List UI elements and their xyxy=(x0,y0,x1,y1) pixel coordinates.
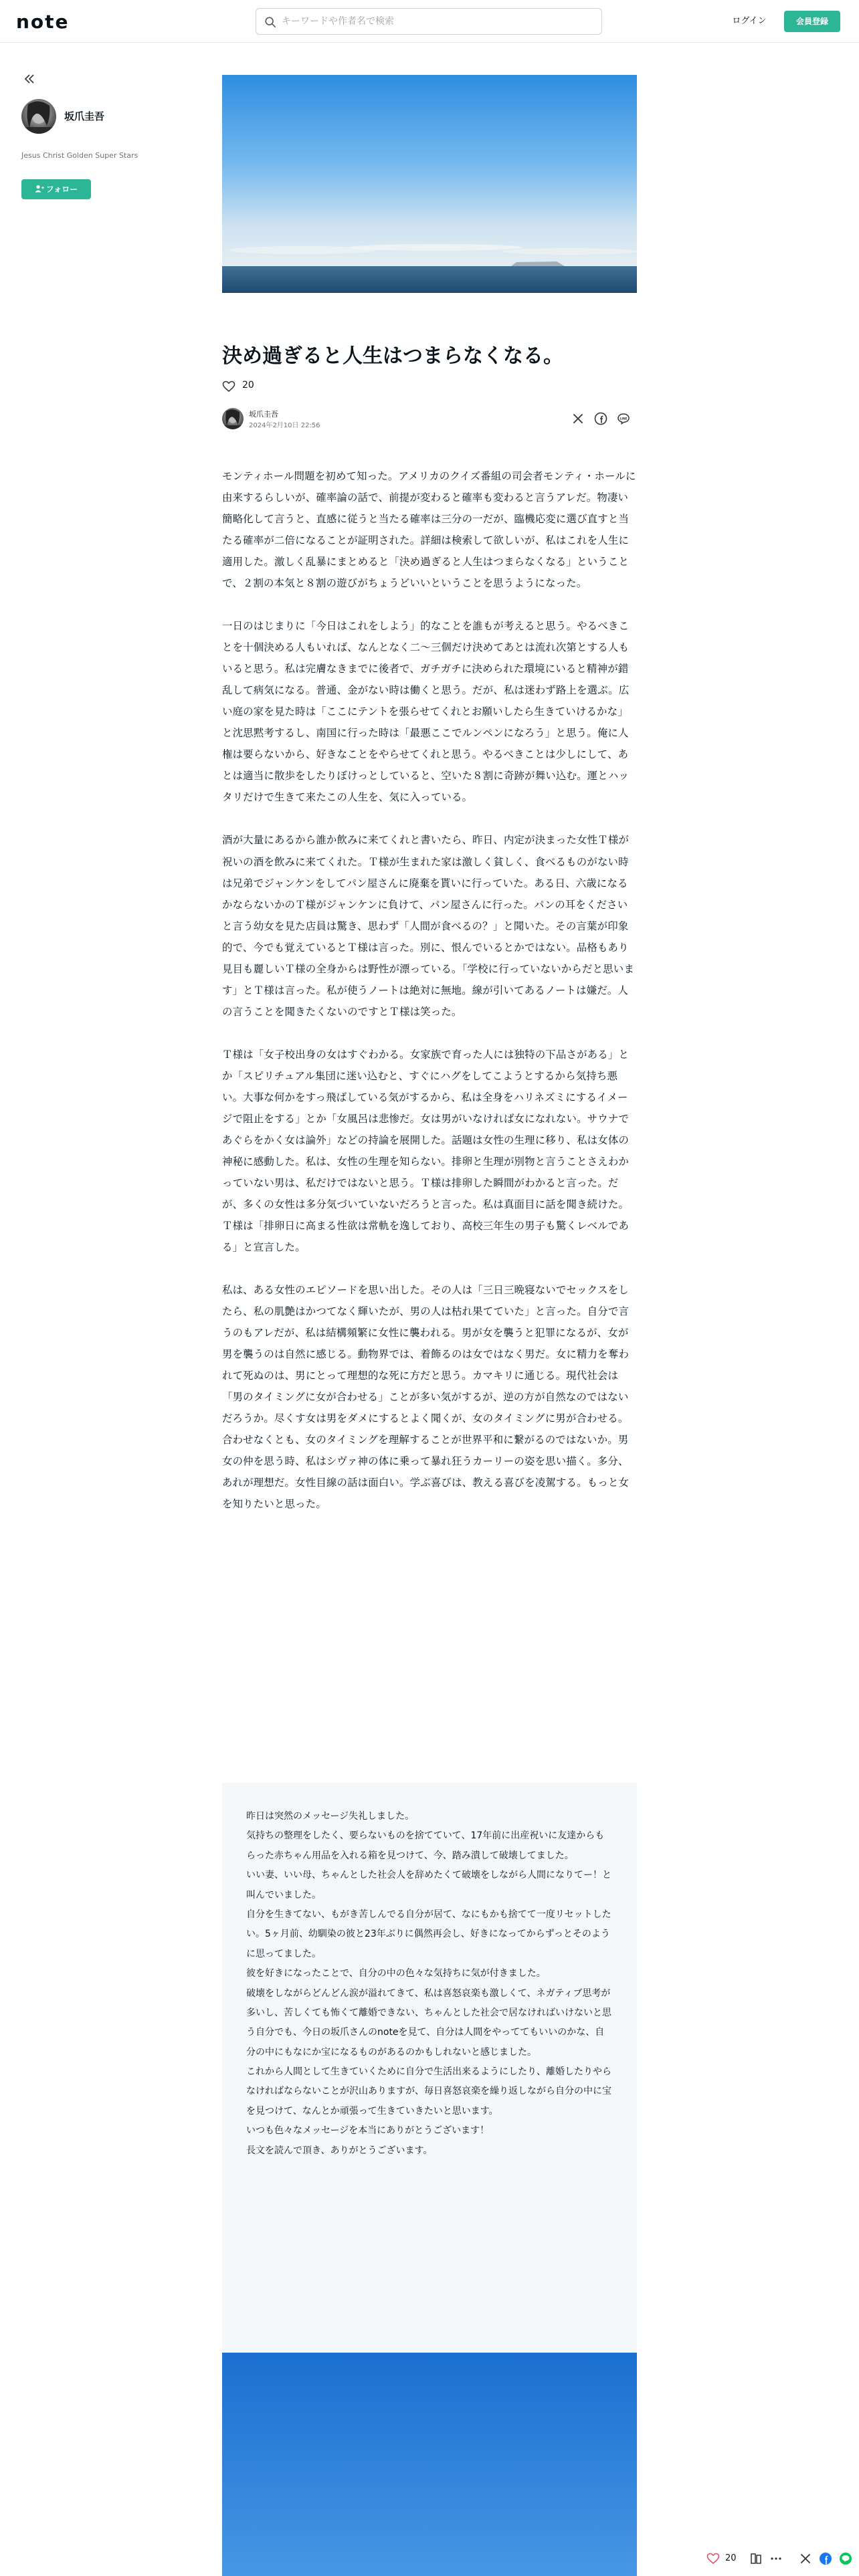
like-count[interactable]: 20 xyxy=(242,380,254,391)
byline xyxy=(222,407,637,431)
x-icon[interactable] xyxy=(799,2552,812,2565)
signup-button[interactable]: 会員登録 xyxy=(784,11,840,32)
author-bio: Jesus Christ Golden Super Stars xyxy=(21,151,138,160)
article-paragraph: 私は、ある女性のエピソードを思い出した。その人は「三日三晩寝ないでセックスをしたら、私の肌艶はかつてなく輝いたが、男の人は枯れ果てていた」と言った。自分で言うのもアレだが、私は結構頻繁に女性に襲われる。男が女を襲うと犯罪になるが、女が男を襲うのは自然に感じる。動物界では、着飾るのは女ではなく男だ。女に精力を奪われて死ぬのは、男にとって理想的な死に方だと思う。カマキリに通じる。現代社会は「男のタイミングに女が合わせる」ことが多い気がするが、逆の方が自然なのではないだろうか。尽くす女は男をダメにするとよく聞くが、女のタイミングに男が合わせる。合わせなくとも、女のタイミングを理解することが世界平和に繋がるのではないか。男女の仲を思う時、私はシヴァ神の体に乗って暴れ狂うカーリーの姿を思い描く。多分、あれが理想だ。女性目線の話は面白い。学ぶ喜びは、教える喜びを凌駕する。もっと女を知りたいと思った。 xyxy=(222,1284,630,1511)
author-name[interactable]: 坂爪圭吾 xyxy=(64,110,105,122)
line-icon[interactable] xyxy=(617,412,630,425)
follow-button[interactable] xyxy=(21,179,91,199)
search-icon xyxy=(264,16,276,28)
article-hero-image xyxy=(222,75,637,293)
article-title: 決め過ぎると人生はつまらなくなる。 xyxy=(222,344,563,368)
follow-label: フォロー xyxy=(45,185,78,194)
quote-line: いつも色々なメッセージを本当にありがとうございます！ xyxy=(246,2125,490,2137)
line-icon[interactable] xyxy=(839,2552,852,2565)
site-header xyxy=(0,0,859,43)
note-logo[interactable]: note xyxy=(16,11,70,33)
svg-text:LINE: LINE xyxy=(619,417,628,421)
search-box[interactable] xyxy=(256,8,602,35)
heart-icon[interactable] xyxy=(222,380,235,393)
facebook-icon[interactable] xyxy=(819,2552,832,2565)
more-icon[interactable] xyxy=(769,2552,783,2565)
quote-line: これから人間として生きていくために自分で生活出来るようにしたり、離婚したりやらなければならないことが沢山ありますが、毎日喜怒哀楽を繰り返しながら自分の中に宝を見つけて、なんとか頑張って生きていきたいと思います。 xyxy=(246,2066,611,2117)
byline-author-name[interactable]: 坂爪圭吾 xyxy=(249,410,278,419)
quote-line: 昨日は突然のメッセージ失礼しました。 xyxy=(246,1811,415,1822)
article-body xyxy=(222,465,637,1536)
collapse-sidebar-icon[interactable] xyxy=(23,72,36,86)
facebook-icon[interactable] xyxy=(594,412,607,425)
article-paragraph: Ｔ様は「女子校出身の女はすぐわかる。女家族で育った人には独特の下品さがある」とか「スピリチュアル集団に迷い込むと、すぐにハグをしてこようとするから気持ち悪い。大事な何かをすっ飛ばしている気がするから、私は全身をハリネズミにするイメージで阻止をする」とか「女風呂は悲惨だ。女は男がいなければ女になれない。サウナであぐらをかく女は論外」などの持論を展開した。話題は女性の生理に移り、私は女体の神秘に感動した。私は、女性の生理を知らない。排卵と生理が別物と言うことさえわかっていない男は、私だけではないと思う。Ｔ様は排卵した瞬間がわかると言った。だが、多くの女性は多分気づいていないだろうと言った。私は真面目に話を聞き続けた。Ｔ様は「排卵日に高まる性欲は常軌を逸しており、高校三年生の男子も驚くレベルである」と宣言した。 xyxy=(222,1048,630,1254)
x-icon[interactable] xyxy=(571,412,585,425)
publish-date: 2024年2月10日 22:56 xyxy=(249,422,320,429)
article-paragraph: モンティホール問題を初めて知った。アメリカのクイズ番組の司会者モンティ・ホールに由来するらしいが、確率論の話で、前提が変わると確率も変わると言うアレだ。物凄い簡略化して言うと、直感に従うと当たる確率は三分の一だが、臨機応変に選び直すと当たる確率が二倍になることが証明された。詳細は検索して欲しいが、私はこれを人生に適用した。激しく乱暴にまとめると「決め過ぎると人生はつまらなくなる」ということで、２割の本気と８割の遊びがちょうどいいということを思うようになった。 xyxy=(222,470,636,590)
magazine-icon[interactable] xyxy=(749,2552,763,2565)
quote-line: いい妻、いい母、ちゃんとした社会人を辞めたくて破壊をしながら人間になりてー！と叫んでいました。 xyxy=(246,1870,611,1901)
quote-line: 自分を生きてない、もがき苦しんでる自分が居て、なにもかも捨てて一度リセットしたい。5ヶ月前、幼馴染の彼と23年ぶりに偶然再会し、好きになってからずっとそのように思ってました。 xyxy=(246,1909,611,1959)
article-image xyxy=(222,2353,637,2576)
quote-line: 長文を読んで頂き、ありがとうございます。 xyxy=(246,2145,433,2156)
user-plus-icon xyxy=(35,185,44,193)
floating-like-count[interactable]: 20 xyxy=(725,2553,737,2563)
quote-line: 彼を好きになったことで、自分の中の色々な気持ちに気が付きました。 xyxy=(246,1968,546,1979)
heart-icon[interactable] xyxy=(706,2552,720,2565)
quote-line: 気持ちの整理をしたく、要らないものを捨てていて、17年前に出産祝いに友達からもらった赤ちゃん用品を入れる箱を見つけて、今、踏み潰して破壊してました。 xyxy=(246,1830,605,1861)
floating-action-bar xyxy=(698,2541,859,2576)
quote-line: 破壊をしながらどんどん涙が溢れてきて、私は喜怒哀楽も激しくて、ネガティブ思考が多いし、苦しくても怖くて離婚できない、ちゃんとした社会で居なければいけないと思う自分でも、今日の坂爪さんのnoteを見て、自分は人間をやっててもいいのかな、自分の中にもなにか宝になるものがあるのかもしれないと感じました。 xyxy=(246,1988,611,2058)
article-paragraph: 酒が大量にあるから誰か飲みに来てくれと書いたら、昨日、内定が決まった女性Ｔ様が祝いの酒を飲みに来てくれた。Ｔ様が生まれた家は激しく貧しく、食べるものがない時は兄弟でジャンケンをしてパン屋さんに廃棄を貰いに行っていた。ある日、六歳になるかならないかのＴ様がジャンケンに負けて、パン屋さんに行った。パンの耳をくださいと言う幼女を見た店員は驚き、思わず「人間が食べるの？」と聞いた。その言葉が印象的で、今でも覚えているとＴ様は言った。別に、恨んでいるとかではない。品格もあり見目も麗しいＴ様の全身からは野性が漂っている。「学校に行っていないからだと思います」とＴ様は言った。私が使うノートは絶対に無地。線が引いてあるノートは嫌だ。人の言うことを聞きたくないのですとＴ様は笑った。 xyxy=(222,834,634,1018)
author-avatar-small[interactable] xyxy=(222,408,244,429)
article-paragraph: 一日のはじまりに「今日はこれをしよう」的なことを誰もが考えると思う。やるべきことを十個決める人もいれば、なんとなく二〜三個だけ決めてあとは流れ次第とする人もいると思う。私は完膚なきまでに後者で、ガチガチに決められた環境にいると精神が錯乱して病気になる。普通、金がない時は働くと思う。だが、私は迷わず路上を選ぶ。広い庭の家を見た時は「ここにテントを張らせてくれとお願いしたら生きていけるかな」と沈思黙考するし、南国に行った時は「最悪ここでルンペンになろう」と思う。俺に人権は要らないから、好きなことをやらせてくれと思う。やるべきことは少しにして、あとは適当に散歩をしたりぼけっとしていると、空いた８割に奇跡が舞い込む。運とハッタリだけで生きて来たこの人生を、気に入っている。 xyxy=(222,620,630,804)
search-input[interactable] xyxy=(282,9,596,34)
login-button[interactable]: ログイン xyxy=(732,16,767,26)
author-avatar[interactable] xyxy=(21,99,56,134)
